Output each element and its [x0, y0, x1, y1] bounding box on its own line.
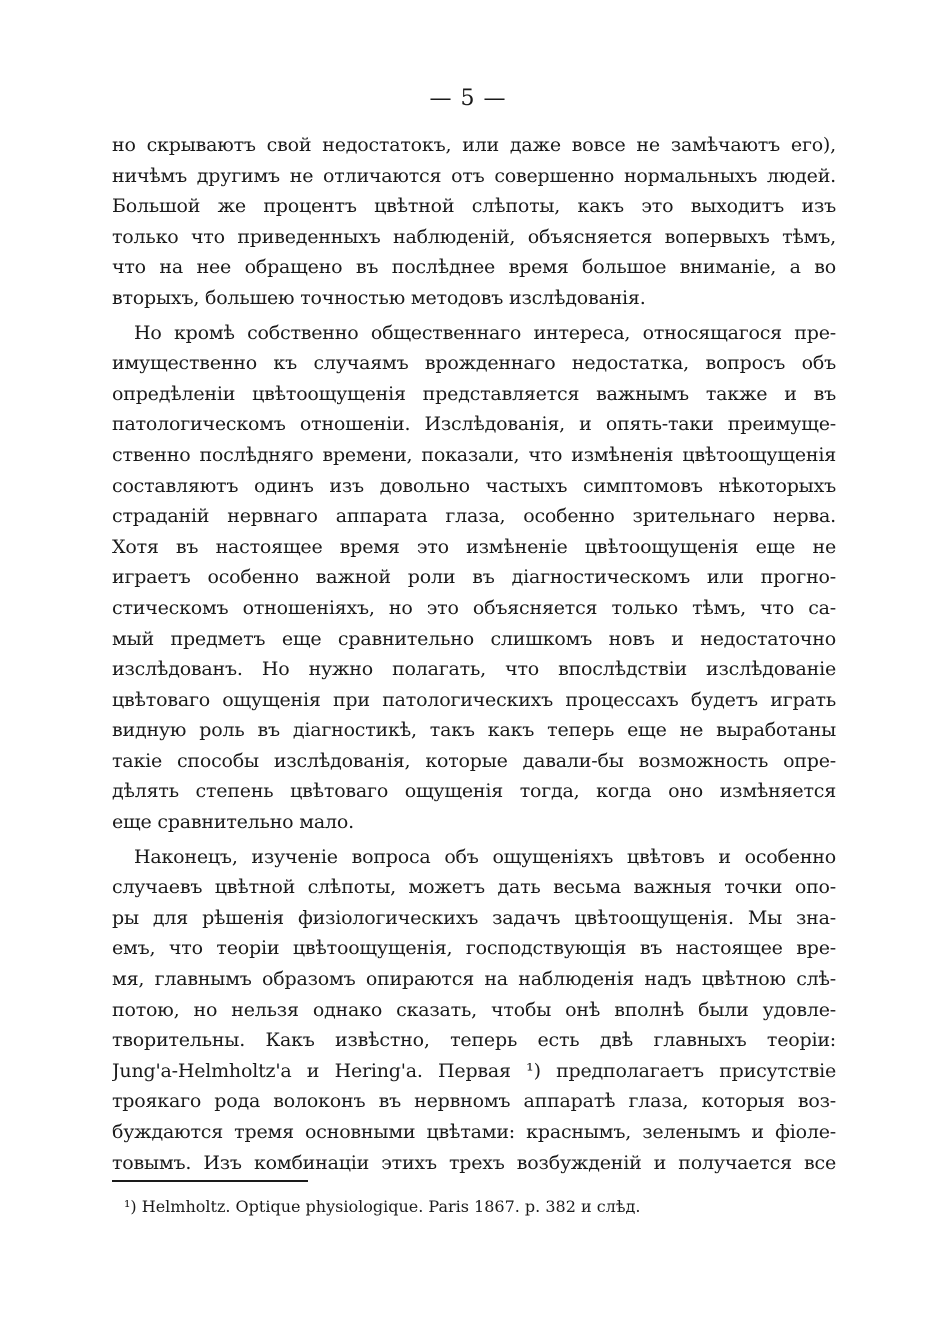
text-line: играетъ особенно важной роли въ діагностическомъ или прогно- — [112, 566, 836, 589]
text-line: изслѣдованъ. Но нужно полагать, что впослѣдствіи изслѣдованіе — [112, 658, 836, 681]
text-line: опредѣленіи цвѣтоощущенія представляется важнымъ также и въ — [112, 382, 836, 405]
text-line: ничѣмъ другимъ не отличаются отъ совершенно нормальныхъ людей. — [112, 164, 836, 187]
text-line: случаевъ цвѣтной слѣпоты, можетъ дать весьма важныя точки опо- — [112, 876, 836, 899]
footnote-divider — [112, 1180, 308, 1182]
text-line: только что приведенныхъ наблюденій, объясняется вопервыхъ тѣмъ, — [112, 225, 836, 248]
text-line: творительны. Какъ извѣстно, теперь есть двѣ главныхъ теоріи: — [112, 1029, 836, 1052]
text-line: ры для рѣшенія физіологическихъ задачъ цвѣтоощущенія. Мы зна- — [112, 906, 836, 929]
paragraph-1 — [112, 130, 836, 314]
text-line: товымъ. Изъ комбинаціи этихъ трехъ возбужденій и получается все — [112, 1151, 836, 1174]
text-line: но скрываютъ свой недостатокъ, или даже вовсе не замѣчаютъ его), — [112, 134, 836, 156]
text-line: видную роль въ діагностикѣ, такъ какъ теперь еще не выработаны — [112, 719, 836, 742]
text-line: буждаются тремя основными цвѣтами: краснымъ, зеленымъ и фіоле- — [112, 1121, 836, 1143]
body-text — [112, 130, 836, 1182]
text-line: такіе способы изслѣдованія, которые давали-бы возможность опре- — [112, 749, 836, 772]
text-line: троякаго рода волоконъ въ нервномъ аппаратѣ глаза, которыя воз- — [112, 1090, 836, 1113]
text-line: Наконецъ, изученіе вопроса объ ощущеніяхъ цвѣтовъ и особенно — [134, 845, 836, 868]
text-line: дѣлять степень цвѣтоваго ощущенія тогда, когда оно измѣняется — [112, 780, 836, 803]
text-line: стическомъ отношеніяхъ, но это объясняется только тѣмъ, что са- — [112, 596, 836, 619]
text-line: вторыхъ, большею точностью методовъ изслѣдованія. — [112, 286, 646, 309]
text-line: цвѣтоваго ощущенія при патологическихъ процессахъ будетъ играть — [112, 688, 836, 711]
text-line: Хотя въ настоящее время это измѣненіе цвѣтоощущенія еще не — [112, 535, 836, 558]
text-line: мый предметъ еще сравнительно слишкомъ новъ и недостаточно — [112, 627, 836, 650]
text-line: Но кромѣ собственно общественнаго интереса, относящагося пре- — [134, 321, 836, 344]
text-line: емъ, что теоріи цвѣтоощущенія, господствующія въ настоящее вре- — [112, 937, 836, 960]
text-line: ственно послѣдняго времени, показали, что измѣненія цвѣтоощущенія — [112, 443, 836, 466]
text-line: страданій нервнаго аппарата глаза, особенно зрительнаго нерва. — [112, 505, 836, 528]
text-line: составляютъ одинъ изъ довольно частыхъ симптомовъ нѣкоторыхъ — [112, 474, 836, 497]
paragraph-3 — [112, 842, 836, 1179]
text-line: что на нее обращено въ послѣднее время большое вниманіе, а во — [112, 256, 836, 279]
footnote: ¹) Helmholtz. Optique physiologique. Paris 1867. p. 382 и слѣд. — [124, 1197, 641, 1216]
paragraph-2 — [112, 318, 836, 838]
text-line: еще сравнительно мало. — [112, 811, 354, 834]
text-line: Jung'a-Helmholtz'a и Hering'a. Первая ¹) предполагаетъ присутствіе — [112, 1059, 836, 1082]
page-number: — 5 — — [429, 86, 507, 111]
text-line: потою, но нельзя однако сказать, чтобы онѣ вполнѣ были удовле- — [112, 998, 836, 1021]
text-line: патологическомъ отношеніи. Изслѣдованія, и опять-таки преимуще- — [112, 413, 836, 436]
text-line: Большой же процентъ цвѣтной слѣпоты, какъ это выходитъ изъ — [112, 195, 836, 218]
text-line: имущественно къ случаямъ врожденнаго недостатка, вопросъ объ — [112, 352, 836, 375]
text-line: мя, главнымъ образомъ опираются на наблюденія надъ цвѣтною слѣ- — [112, 968, 836, 991]
